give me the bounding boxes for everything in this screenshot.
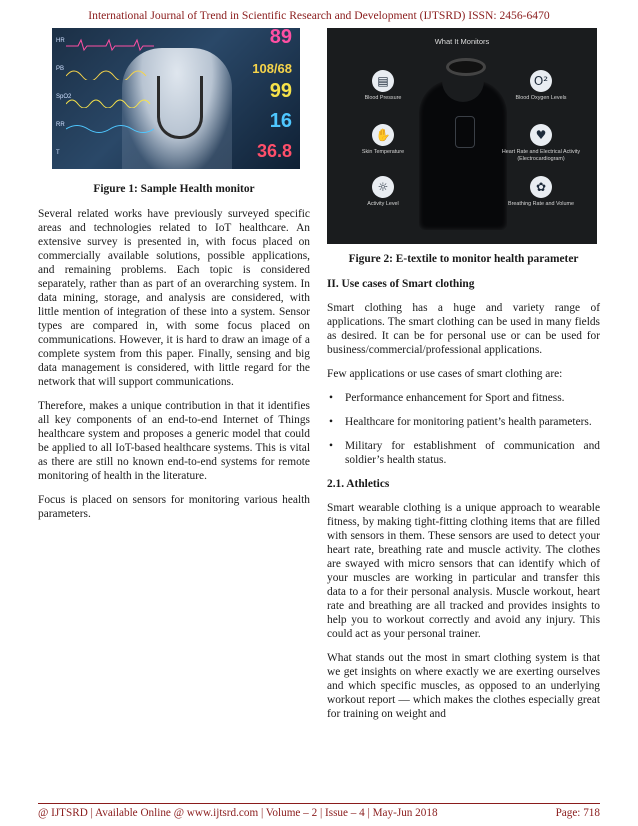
shirt-sensor [455, 116, 475, 148]
monitor-item [499, 70, 583, 102]
activity-icon: ☼ [372, 176, 394, 198]
bullet-icon: • [329, 440, 333, 452]
blood-pressure-icon: ▤ [372, 70, 394, 92]
vital-label: PB [56, 66, 65, 72]
subsection-heading: 2.1. Athletics [327, 478, 390, 490]
paragraph: Several related works have previously surveyed specific areas and technologies related to IoT healthcare. An extensive survey is presented in, with focus placed on commercially available solutions, possible applications, and remaining problems. Each topic is considered separately, rather than as part of an overarching system. In data mining, storage, and analysis are considered, with little mention of integration of these into a system. Sensor types are compared in, with some focus placed on communications. However, it is hard to draw an image of a complete system from this paper. Finally, sensing and big data management is considered, with little regard for the network that will support communications. [38, 208, 310, 388]
monitor-item [499, 124, 583, 162]
vital-label: T [56, 150, 60, 156]
vital-label: RR [56, 122, 65, 128]
vital-value: 99 [269, 80, 292, 102]
monitor-label: Blood Pressure [364, 95, 402, 101]
section-heading: II. Use cases of Smart clothing [327, 278, 475, 290]
stethoscope [157, 76, 203, 139]
lungs-icon: ✿ [530, 176, 552, 198]
chest-band [446, 58, 486, 76]
heart-icon: ♥ [530, 124, 552, 146]
vital-label: HR [56, 38, 65, 44]
monitor-label: Activity Level [367, 201, 399, 207]
vital-value: 36.8 [256, 141, 292, 161]
vital-value: 89 [269, 28, 292, 48]
e-textile-image [327, 28, 597, 244]
health-monitor-image [52, 28, 300, 169]
list-item [327, 439, 600, 467]
vital-value: 108/68 [252, 61, 292, 76]
smart-shirt [419, 80, 507, 230]
use-case-list [327, 391, 600, 467]
list-item [327, 391, 600, 405]
paragraph: Focus is placed on sensors for monitoring various health parameters. [38, 494, 310, 520]
paragraph: Smart wearable clothing is a unique approach to wearable fitness, by making tight-fitting clothing items that are filled with sensors in them. These sensors are used to detect your heart rate, breathing rate and muscle activity. The clothes are swayed with micro sensors that can identify which of your muscles are working in particular and transfer this data to a for their personal analysis. Muscle workout, heart rate and breathing are all tracked and provides insights to help you to workout correctly and avoid any injury. This could act as your personal trainer. [327, 502, 600, 640]
list-item-text: Military for establishment of communication and soldier’s health status. [345, 440, 600, 466]
footer-info: @ IJTSRD | Available Online @ www.ijtsrd.com | Volume – 2 | Issue – 4 | May-Jun 2018 [38, 807, 438, 819]
paragraph: What stands out the most in smart clothing system is that we get insights on where exactly we are exerting ourselves and which specific muscles, as opposed to an underlying workout report — which makes the clothes especially great for training on weight and [327, 652, 600, 720]
monitor-item [341, 124, 425, 156]
page-number: Page: 718 [555, 807, 600, 819]
figure-2-caption: Figure 2: E-textile to monitor health parameter [348, 253, 579, 265]
figure-2-title: What It Monitors [434, 37, 490, 46]
monitor-label: Blood Oxygen Levels [515, 95, 567, 101]
page-footer [38, 803, 600, 819]
monitor-label: Skin Temperature [361, 149, 405, 155]
monitor-item [341, 70, 425, 102]
paragraph: Few applications or use cases of smart clothing are: [327, 368, 563, 380]
hand-icon: ✋ [372, 124, 394, 146]
monitor-item [341, 176, 425, 208]
monitor-item [499, 176, 583, 208]
monitor-label: Heart Rate and Electrical Activity (Electrocardiogram) [501, 149, 581, 162]
left-column [38, 28, 310, 521]
bullet-icon: • [329, 392, 333, 404]
oxygen-icon: O² [530, 70, 552, 92]
list-item-text: Performance enhancement for Sport and fitness. [345, 392, 565, 404]
ecg-waveform [66, 38, 154, 52]
journal-header: International Journal of Trend in Scientific Research and Development (IJTSRD) ISSN: 2456-6470 [88, 9, 550, 22]
paragraph: Smart clothing has a huge and variety range of applications. The smart clothing can be used in many fields as desired. It can be for personal use or can be used for business/commercial/professional applications. [327, 302, 600, 356]
monitor-label: Breathing Rate and Volume [508, 201, 574, 207]
vital-label: SpO2 [56, 94, 72, 100]
bullet-icon: • [329, 416, 333, 428]
figure-1-caption: Figure 1: Sample Health monitor [93, 183, 255, 195]
respiration-waveform [66, 122, 154, 136]
pressure-waveform [66, 66, 154, 80]
list-item-text: Healthcare for monitoring patient’s health parameters. [345, 416, 592, 428]
list-item [327, 415, 600, 429]
spo2-waveform [66, 94, 154, 108]
right-column [327, 28, 600, 721]
vital-value: 16 [269, 110, 292, 132]
paragraph: Therefore, makes a unique contribution in that it identifies all key components of an end-to-end Internet of Things healthcare system and proposes a generic model that could be applied to all IoT-based healthcare systems. This is vital as there are still no known end-to-end systems for remote monitoring of health in the literature. [38, 400, 310, 482]
